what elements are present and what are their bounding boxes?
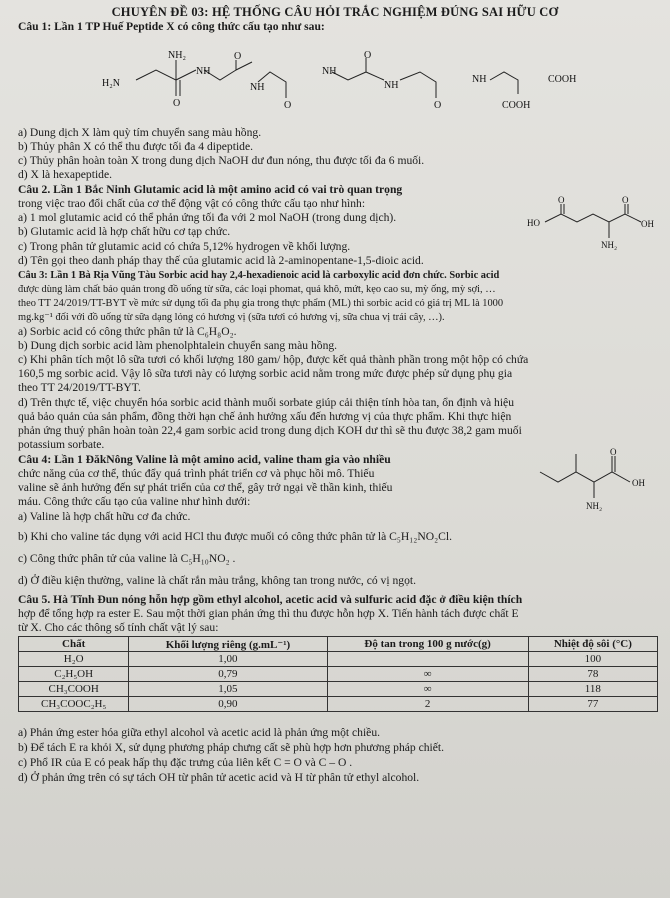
table-cell: 0,79 [129,667,327,682]
table-header-cell: Khối lượng riêng (g.mL⁻¹) [129,637,327,652]
q5-option-d: d) Ở phản ứng trên có sự tách OH từ phân tử acetic acid và H từ phân tử ethyl alcohol. [18,771,420,784]
table-row [19,652,658,667]
table-row [19,682,658,697]
q4-stem-line2: chức năng của cơ thể, thúc đẩy quá trình phát triển cơ và phục hồi mô. Thiếu [18,467,375,480]
table-header-cell: Chất [19,637,129,652]
q5-stem-line1: Câu 5. Hà Tĩnh Đun nóng hỗn hợp gồm ethyl alcohol, acetic acid và sulfuric acid đặc ở điều kiện thích [18,593,523,606]
svg-text:NH: NH [196,66,211,77]
table-header-cell: Độ tan trong 100 g nước(g) [327,637,528,652]
q3-option-d-line4: potassium sorbate. [18,438,105,451]
q3-option-c-line2: 160,5 mg sorbic acid. Vậy lô sữa tươi này có lượng sorbic acid nằm trong mức được phép sử dụng phụ gia [18,367,513,380]
svg-text:O: O [622,195,629,205]
table-cell [327,652,528,667]
svg-text:HO: HO [527,218,540,228]
table-cell: CH₃COOC₂H₅ [19,697,129,712]
q1-stem: Câu 1: Lần 1 TP Huế Peptide X có công thức cấu tạo như sau: [18,20,325,33]
table-cell: 78 [528,667,657,682]
q2-stem-line2: trong việc trao đổi chất của cơ thể động vật có công thức cấu tạo như hình: [18,197,366,210]
q1-option-a: a) Dung dịch X làm quỳ tím chuyển sang màu hồng. [18,126,262,139]
svg-text:O: O [610,448,617,457]
svg-text:O: O [364,50,372,61]
q1-option-d: d) X là hexapeptide. [18,168,113,181]
svg-text:O: O [284,100,292,111]
q5-stem-line3: từ X. Cho các thông số tính chất vật lý sau: [18,621,219,634]
table-cell: 100 [528,652,657,667]
q3-option-d-line1: d) Trên thực tế, việc chuyển hóa sorbic acid thành muối sorbate giúp cải thiện tính hòa tan, ổn định và hiệu [18,396,515,409]
q1-option-c: c) Thủy phân hoàn toàn X trong dung dịch NaOH dư đun nóng, thu được tối đa 6 muối. [18,154,425,167]
table-cell: ∞ [327,667,528,682]
peptide-structure [100,50,580,126]
q2-option-d: d) Tên gọi theo danh pháp thay thế của glutamic acid là 2-aminopentane-1,5-dioic acid. [18,254,424,267]
q5-option-a: a) Phản ứng ester hóa giữa ethyl alcohol và acetic acid là phản ứng một chiều. [18,726,381,739]
svg-text:O: O [234,51,242,62]
q3-stem-line3: theo TT 24/2019/TT-BYT về mức sử dụng tối đa phụ gia trong thực phẩm (ML) thì sorbic acid có giá trị ML là 1000 [18,298,504,309]
q4-option-a: a) Valine là hợp chất hữu cơ đa chức. [18,510,191,523]
q3-option-c-line3: theo TT 24/2019/TT-BYT. [18,381,141,394]
q4-stem-line3: valine sẽ ảnh hưởng đến sự phát triển của cơ thể, gây trở ngại về thần kinh, thiếu [18,481,393,494]
q3-option-c-line1: c) Khi phân tích một lô sữa tươi có khối lượng 180 gam/ hộp, được kết quả thành phần trong một hộp có chứa [18,353,529,366]
svg-text:OH: OH [632,478,645,488]
q3-stem-line1: Câu 3: Lần 1 Bà Rịa Vũng Tàu Sorbic acid hay 2,4-hexadienoic acid là carboxylic acid đơn chức. Sorbic acid [18,270,500,281]
table-cell: 0,90 [129,697,327,712]
table-cell: 77 [528,697,657,712]
table-header-row [19,637,658,652]
q5-option-c: c) Phổ IR của E có peak hấp thụ đặc trưng của liên kết C = O và C – O . [18,756,353,769]
table-cell: CH₃COOH [19,682,129,697]
q2-option-b: b) Glutamic acid là hợp chất hữu cơ tạp chức. [18,225,231,238]
svg-text:NH₂: NH₂ [586,501,603,511]
q4-stem-line1: Câu 4: Lần 1 ĐăkNông Valine là một amino acid, valine tham gia vào nhiều [18,453,391,466]
svg-text:NH: NH [322,66,337,77]
q4-stem-line4: máu. Công thức cấu tạo của valine như hình dưới: [18,495,251,508]
q2-option-c: c) Trong phân tử glutamic acid có chứa 5,12% hydrogen về khối lượng. [18,240,351,253]
q5-stem-line2: hợp để tổng hợp ra ester E. Sau một thời gian phản ứng thì thu được hỗn hợp X. Tiến hành tách được chất E [18,607,519,620]
q3-option-a: a) Sorbic acid có công thức phân tử là C₆H₈O₂. [18,325,237,338]
q3-option-b: b) Dung dịch sorbic acid làm phenolphtalein chuyển sang màu hồng. [18,339,338,352]
svg-text:NH₂: NH₂ [601,240,618,250]
q1-option-b: b) Thủy phân X có thể thu được tối đa 4 dipeptide. [18,140,254,153]
svg-text:NH₂: NH₂ [168,50,186,61]
svg-text:COOH: COOH [502,100,531,111]
svg-text:O: O [434,100,442,111]
q2-stem-line1: Câu 2. Lần 1 Bắc Ninh Glutamic acid là một amino acid có vai trò quan trọng [18,183,403,196]
q5-option-b: b) Để tách E ra khỏi X, sử dụng phương pháp chưng cất sẽ phù hợp hơn phương pháp chiết. [18,741,445,754]
page-title: CHUYÊN ĐỀ 03: HỆ THỐNG CÂU HỎI TRẮC NGHIỆM ĐÚNG SAI HỮU CƠ [111,5,559,19]
table-cell: 118 [528,682,657,697]
glutamic-acid-structure [525,194,660,252]
svg-text:H₂N: H₂N [102,78,120,89]
q4-option-d: d) Ở điều kiện thường, valine là chất rắn màu trắng, không tan trong nước, có vị ngọt. [18,574,416,587]
table-row [19,697,658,712]
svg-text:O: O [558,195,565,205]
valine-structure [530,448,655,516]
table-row [19,667,658,682]
svg-text:NH: NH [250,82,265,93]
q4-option-c: c) Công thức phân tử của valine là C₅H₁₀NO₂ . [18,552,236,565]
q2-option-a: a) 1 mol glutamic acid có thể phản ứng tối đa với 2 mol NaOH (trong dung dịch). [18,211,397,224]
table-cell: 2 [327,697,528,712]
svg-text:OH: OH [641,219,654,229]
table-cell: C₂H₅OH [19,667,129,682]
table-cell: H₂O [19,652,129,667]
svg-text:NH: NH [384,80,399,91]
svg-text:COOH: COOH [548,74,577,85]
table-cell: 1,05 [129,682,327,697]
q3-option-d-line2: quả bảo quản của sản phẩm, đồng thời hạn chế ảnh hưởng xấu đến hương vị của thực phẩm. Khi thực hiện [18,410,512,423]
table-cell: ∞ [327,682,528,697]
q4-option-b: b) Khi cho valine tác dụng với acid HCl thu được muối có công thức phân tử là C₅H₁₂NO₂Cl. [18,530,452,543]
q3-stem-line2: được dùng làm chất bảo quản trong đồ uống từ sữa, các loại phomat, quả khô, mứt, kẹo cao su, mỳ ống, mỳ sợi, … [18,284,496,295]
physical-properties-table [18,636,658,712]
q3-stem-line4: mg.kg⁻¹ đối với đồ uống từ sữa dạng lỏng có hương vị (sữa tươi có hương vị, sữa chua vị trái cây, …). [18,312,445,323]
svg-text:O: O [173,98,181,109]
table-cell: 1,00 [129,652,327,667]
svg-text:NH: NH [472,74,487,85]
q3-option-d-line3: phản ứng thuỷ phân hoàn toàn 22,4 gam sorbic acid trong dung dịch KOH dư thì sẽ thu được 38,2 gam muối [18,424,522,437]
table-header-cell: Nhiệt độ sôi (°C) [528,637,657,652]
